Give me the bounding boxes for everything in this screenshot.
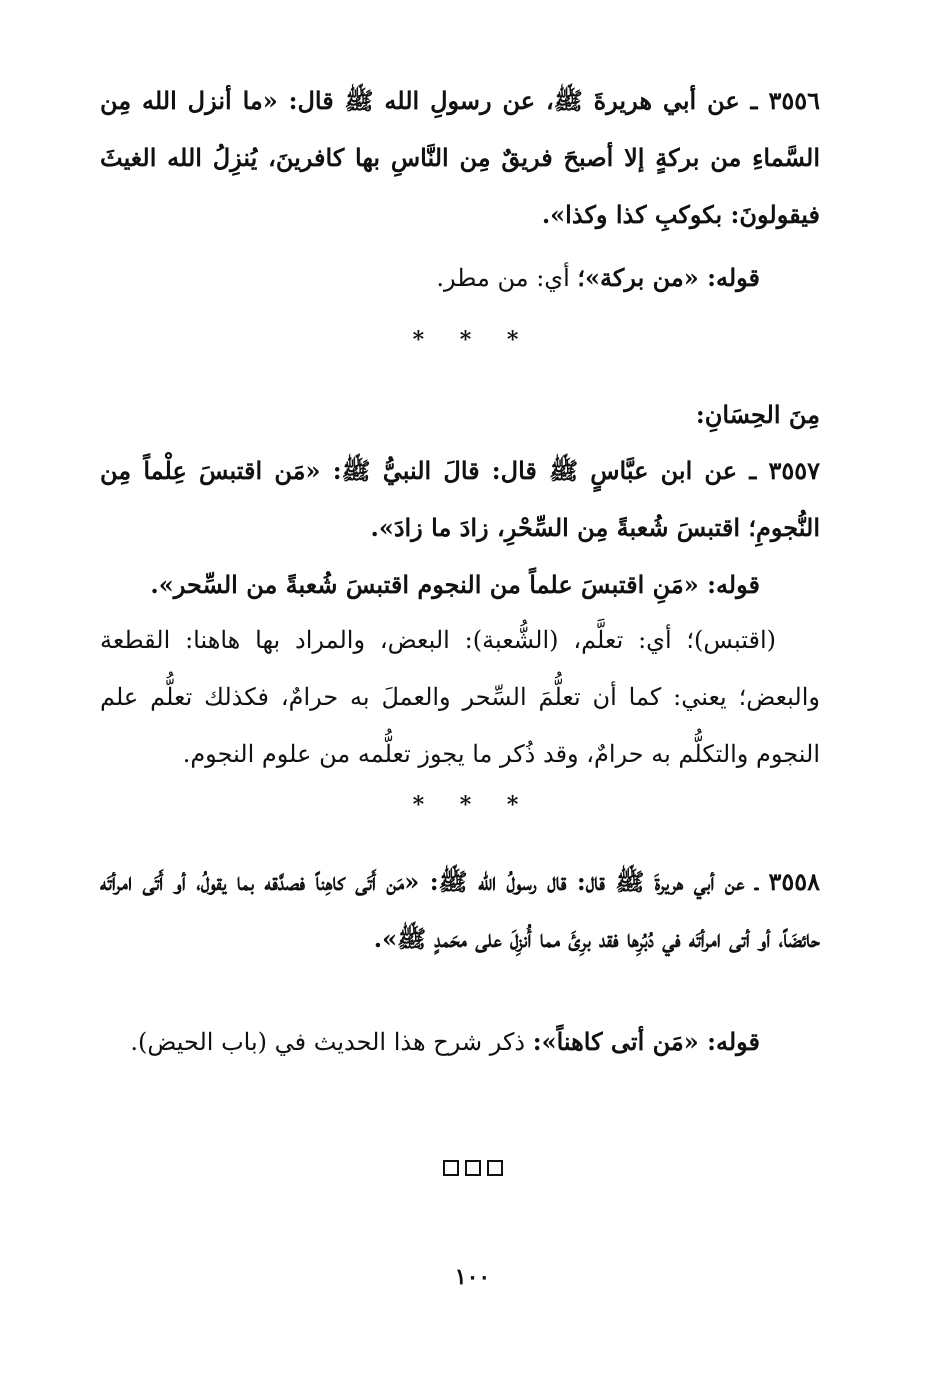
hadith-3556-note-label: قوله: «من بركة»؛ — [577, 263, 760, 292]
hadith-3557-explanation: (اقتبس)؛ أي: تعلَّم، (الشُّعبة): البعض، والمراد بها هاهنا: القطعة والبعض؛ يعني: كما أن تعلُّمَ السِّحر والعملَ به حرامٌ، فكذلك تعلُّم علم النجوم والتكلُّم به حرامٌ، وقد ذُكر ما يجوز تعلُّمه من علوم النجوم. — [100, 626, 820, 768]
square-ornament-icon — [465, 1160, 481, 1176]
hadith-3556-note-text: أي: من مطر. — [436, 264, 570, 292]
hadith-3557-note: قوله: «مَنِ اقتبسَ علماً من النجوم اقتبسَ شُعبةً من السِّحر». — [150, 570, 760, 599]
page-number: ١٠٠ — [454, 1264, 491, 1290]
square-ornament-icon — [487, 1160, 503, 1176]
hadith-3558-text: ٣٥٥٨ ـ عن أبي هريرةَ ﷺ قال: قال رسولُ الله ﷺ: «مَن أَتَى كاهِناً فصدَّقه بما يقولُ، أو أَتَى امرأتَه حائضَاً، أو أتى امرأتَه في دُبُرِها فقد برِئَ مما أُنزِلَ على محَمدٍ ﷺ». — [100, 867, 820, 953]
hadith-3556-text: ٣٥٥٦ ـ عن أبي هريرةَ ﷺ، عن رسولِ الله ﷺ قال: «ما أنزل الله مِن السَّماءِ من بركةٍ إلا أصبحَ فريقٌ مِن النَّاسِ بها كافرينَ، يُنزِلُ الله الغيثَ فيقولونَ: بكوكبِ كذا وكذا». — [100, 86, 820, 229]
hadith-3557-text: ٣٥٥٧ ـ عن ابن عبَّاسٍ ﷺ قال: قالَ النبيُّ ﷺ: «مَن اقتبسَ عِلْماً مِن النُّجومِ؛ اقتبسَ شُعبةً مِن السِّحْرِ، زادَ ما زادَ». — [100, 456, 820, 542]
hadith-3558-note-text: ذكر شرح هذا الحديث في (باب الحيض). — [130, 1028, 526, 1056]
chapter-end-ornament — [0, 1160, 945, 1176]
hadith-3556-note — [436, 258, 760, 298]
separator-stars: * * * — [412, 792, 533, 818]
hadith-3558-note — [130, 1022, 760, 1062]
square-ornament-icon — [443, 1160, 459, 1176]
separator-stars: * * * — [412, 327, 533, 353]
hadith-3558-note-label: قوله: «مَن أتى كاهناً»: — [532, 1027, 760, 1056]
section-heading: مِنَ الحِسَانِ: — [695, 400, 820, 429]
